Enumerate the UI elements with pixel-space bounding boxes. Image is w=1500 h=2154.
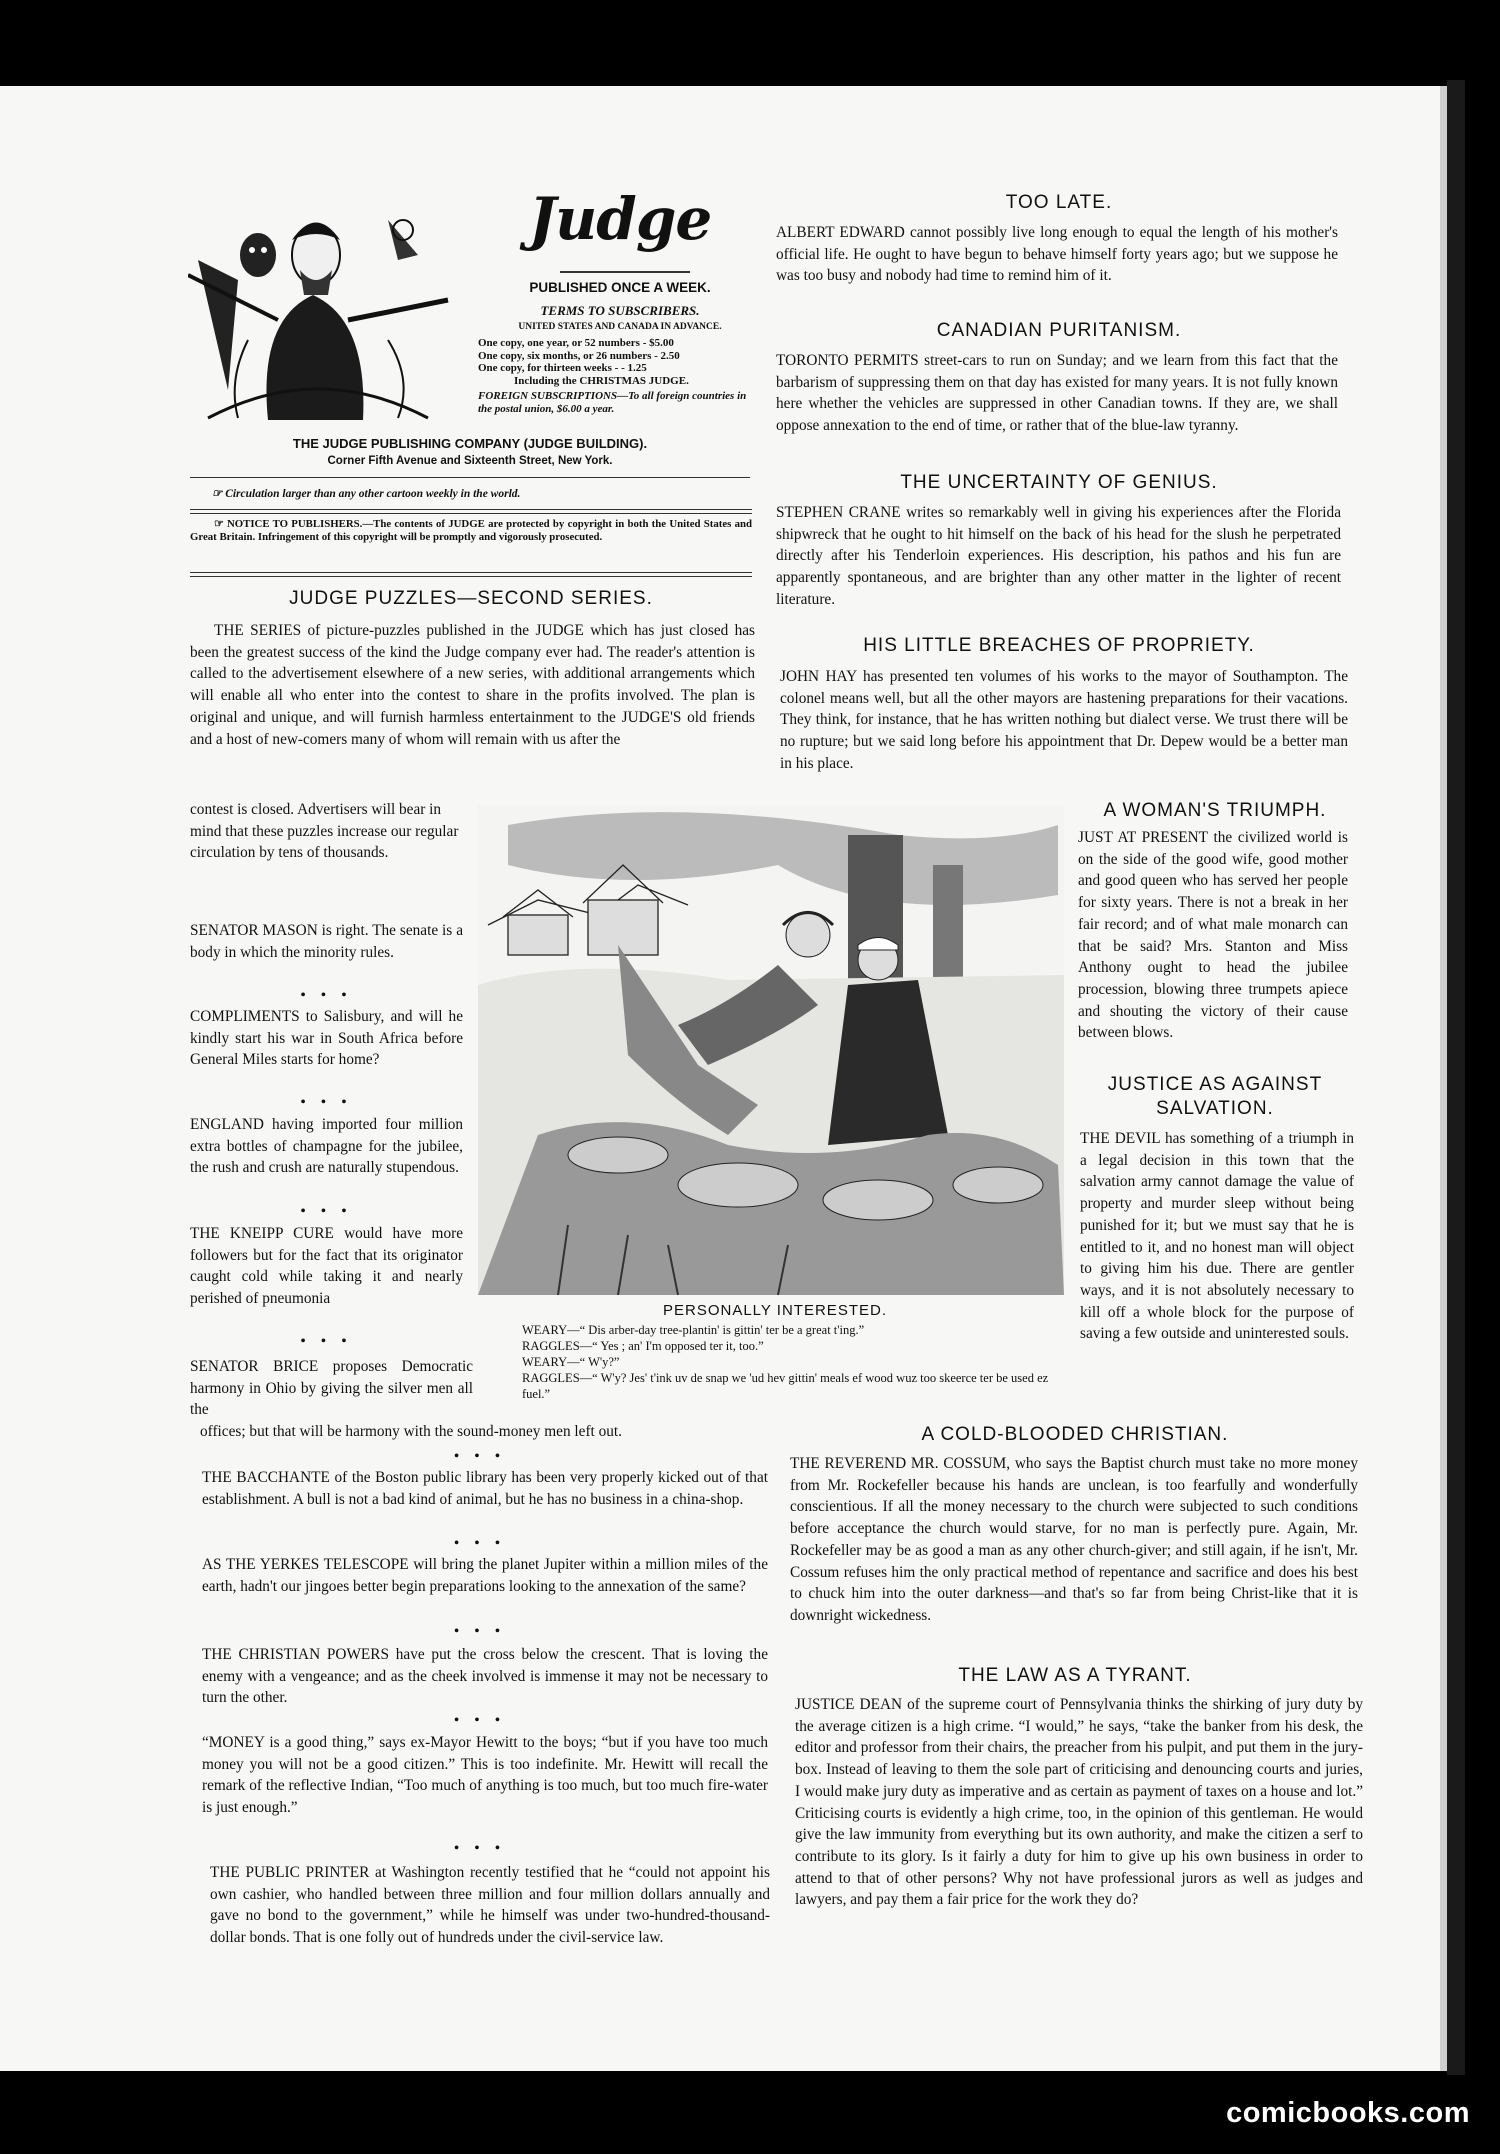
dialogue-line: RAGGLES—“ Yes ; an' I'm opposed ter it, too.” [522,1339,764,1353]
article-text: ALBERT EDWARD cannot possibly live long enough to equal the length of his mother's official life. He ought to have begun to behave himself forty years ago; but we suppose he was too busy and nobody had time to remind him of it. [776,224,1338,285]
left-item: SENATOR BRICE proposes Democratic harmony in Ohio by giving the silver men all the [190,1358,473,1419]
left-item: SENATOR MASON is right. The senate is a body in which the minority rules. [190,922,463,961]
company-line: THE JUDGE PUBLISHING COMPANY (JUDGE BUILDING). [292,436,648,451]
dialogue-line: WEARY—“ Dis arber-day tree-plantin' is gittin' ter be a great t'ing.” [522,1323,865,1337]
lower-left-item: THE PUBLIC PRINTER at Washington recently testified that he “could not appoint his own cashier, who handled between three million and four million dollars annually and gave no bond to the government,” while he himself was under two-hundred-thousand-dollar bonds. That is one folly out of hundreds under the civil-service law. [210,1864,770,1947]
rate-line: One copy, six months, or 26 numbers - 2.50 [478,349,680,362]
notice-to-publishers [190,518,752,544]
left-item-continued: offices; but that will be harmony with the sound-money men left out. [200,1423,623,1440]
advance-line: UNITED STATES AND CANADA IN ADVANCE. [518,322,722,332]
article-text: JOHN HAY has presented ten volumes of his works to the mayor of Southampton. The colonel means well, but all the other mayors are hastening preparations for their vacations. They think, for instance, that he has written nothing but dialect verse. We trust there will be no rupture; but we said long before his appointment that Dr. Depew would be a better man in his place. [780,668,1348,772]
dialogue-line: WEARY—“ W'y?” [522,1355,620,1369]
masthead-title: Judge [528,185,712,253]
separator-dots: • • • [454,1841,506,1856]
terms-line: TERMS TO SUBSCRIBERS. [540,303,700,318]
left-item: THE KNEIPP CURE would have more followers but for the fact that its originator caught cold while taking it and nearly perished of pneumonia [190,1225,463,1308]
article-heading: CANADIAN PURITANISM. [936,320,1182,341]
cartoon-illustration [478,805,1064,1295]
lower-left-item: THE CHRISTIAN POWERS have put the cross below the crescent. That is loving the enemy with a vengeance; and as the cheek involved is immense it may not be necessary to turn the other. [202,1646,768,1707]
masthead-illustration [188,200,450,422]
pointing-hand-icon: ☞ [212,488,226,500]
rate-line: One copy, one year, or 52 numbers - $5.00 [478,337,674,349]
judge-figure-icon [188,200,450,422]
tramps-cartoon-icon [478,805,1064,1295]
article-heading: THE UNCERTAINTY OF GENIUS. [900,472,1218,493]
puzzles-paragraph: THE SERIES of picture-puzzles published in the JUDGE which has just closed has been the greatest success of the kind the Judge company ever had. The reader's attention is called to the advertisement elsewhere of a new series, with additional arrangements which will enable all who enter into the contest to share in the profits involved. The plan is original and unique, and will furnish harmless entertainment to the JUDGE'S old friends and a host of new-comers many of whom will remain with us after the [190,622,755,748]
lower-left-item: “MONEY is a good thing,” says ex-Mayor Hewitt to the boys; “but if you have too much money you will not be a good citizen.” This is too indefinite. Mr. Hewitt will recall the remark of the reflective Indian, “Too much of anything is too much, but too much fire-water is just enough.” [202,1734,768,1817]
rate-line: Including the CHRISTMAS JUDGE. [514,374,689,387]
separator-dots: • • • [300,1204,353,1219]
separator-dots: • • • [300,988,353,1003]
cartoon-dialogue [522,1322,1067,1402]
separator-dots: • • • [454,1624,506,1639]
article-heading: TOO LATE. [1005,192,1113,213]
title-underline [560,271,690,273]
separator-dots: • • • [300,1334,353,1349]
left-item: ENGLAND having imported four million extra bottles of champagne for the jubilee, the rush and crush are naturally stupendous. [190,1116,463,1177]
puzzles-heading: JUDGE PUZZLES—SECOND SERIES. [289,588,653,609]
left-item: COMPLIMENTS to Salisbury, and will he kindly start his war in South Africa before General Miles starts for home? [190,1008,463,1069]
cold-text: THE REVEREND MR. COSSUM, who says the Baptist church must take no more money from Mr. Rockefeller because his hands are unclean, is too fearfully and wonderfully conscientious. If all the money necessary to the church were subjected to such conditions before acceptance the church would starve, for no man is perfectly pure. Again, Mr. Rockefeller may be as good a man as any other church-giver; and still again, if he isn't, Mr. Cossum refuses him the only practical method of repentance and sacrifice and does his best to chuck him into the outer darkness—and that's so far from being Christ-like that it is downright wickedness. [790,1455,1358,1624]
law-text: JUSTICE DEAN of the supreme court of Pennsylvania thinks the shirking of jury duty by the average citizen is a high crime. “I would,” he says, “take the banker from his desk, the editor and professor from their chairs, the preacher from his pulpit, and put them in the jury-box. Instead of leaving to them the sole part of criticising and denouncing courts and juries, I would make jury duty as imperative and as certain as payment of taxes on a house and lot.” Criticising courts is evidently a high crime, too, in the opinion of this gentleman. He would give the law immunity from everything but its own authority, and make the citizen a serf to contribute to its glory. Is it fairly a duty for him to give up his own business in order to attend to that of other persons? Why not have professional jurors as well as judges and lawyers, and pay them a fair price for the work they do? [795,1696,1363,1909]
article-text: STEPHEN CRANE writes so remarkably well in giving his experiences after the Florida shipwreck that he ought to hit himself on the back of his head for the slush he perpetrated directly after his Tenderloin experiences. His description, his pathos and his fun are apparently spontaneous, and are brighter than any other matter in the lighter of recent literature. [776,504,1341,608]
foreign-subscriptions: FOREIGN SUBSCRIPTIONS—To all foreign countries in the postal union, $6.00 a year. [478,390,747,415]
article-text: TORONTO PERMITS street-cars to run on Sunday; and we learn from this fact that the barbarism of suppressing them on that day has existed for many years. It is not fully known here whether the vehicles are suppressed in other Canadian towns. If they are, we shall oppose annexation to the end of time, or rather that of the blue-law tyranny. [776,352,1338,435]
article-heading: HIS LITTLE BREACHES OF PROPRIETY. [863,635,1255,656]
separator-dots: • • • [454,1536,506,1551]
rule [190,477,750,478]
separator-dots: • • • [454,1713,506,1728]
notice-text: NOTICE TO PUBLISHERS.—The contents of JUDGE are protected by copyright in both the United States and Great Britain. Infringement of this copyright will be promptly and vigorously prosecuted. [190,518,752,543]
address-line: Corner Fifth Avenue and Sixteenth Street, New York. [327,455,613,467]
lower-left-item: AS THE YERKES TELESCOPE will bring the planet Jupiter within a million miles of the earth, hadn't our jingoes better begin preparations looking to the annexation of the same? [202,1556,768,1595]
pointing-hand-icon: ☞ [214,518,227,530]
cold-heading: A COLD-BLOODED CHRISTIAN. [921,1424,1229,1445]
double-rule [190,572,752,577]
circulation-text: Circulation larger than any other cartoon weekly in the world. [225,488,521,500]
justice-heading-line-2: SALVATION. [1156,1098,1274,1119]
rates-list [478,337,758,387]
justice-heading: JUSTICE AS AGAINST [1107,1074,1323,1095]
cartoon-title: PERSONALLY INTERESTED. [662,1302,887,1319]
dialogue-line: RAGGLES—“ W'y? Jes' t'ink uv de snap we 'ud hev gittin' meals ef wood wuz too skeerce ter be used ez fuel.” [522,1371,1049,1401]
woman-heading: A WOMAN'S TRIUMPH. [1103,800,1327,821]
double-rule [190,509,752,514]
page-edge [1447,80,1465,2075]
rate-line: One copy, for thirteen weeks - - 1.25 [478,362,647,374]
published-line: PUBLISHED ONCE A WEEK. [529,280,711,295]
puzzles-paragraph-continued: contest is closed. Advertisers will bear in mind that these puzzles increase our regular circulation by tens of thousands. [190,801,459,862]
justice-text: THE DEVIL has something of a triumph in a legal decision in this town that the salvation army cannot damage the value of property and murder sleep without being punished for it; but we must say that he is entitled to it, and no honest man will object to giving him his due. There are gentler ways, and it is not absolutely necessary to kill off a whole block for the purpose of saving a few outside and uninterested souls. [1080,1130,1354,1343]
woman-text: JUST AT PRESENT the civilized world is on the side of the good wife, good mother and good queen who has served her people for sixty years. There is not a break in her fair record; and of what male monarch can that be said? Mrs. Stanton and Miss Anthony ought to head the jubilee procession, blowing three trumpets apiece and shouting the victory of their cause between blows. [1078,829,1348,1042]
law-heading: THE LAW AS A TYRANT. [958,1665,1192,1686]
circulation-line [212,486,752,500]
separator-dots: • • • [300,1095,353,1110]
separator-dots: • • • [454,1449,506,1464]
lower-left-item: THE BACCHANTE of the Boston public library has been very properly kicked out of that establishment. A bull is not a bad kind of animal, but he has no business in a china-shop. [202,1469,768,1508]
site-watermark: comicbooks.com [1226,2097,1470,2129]
